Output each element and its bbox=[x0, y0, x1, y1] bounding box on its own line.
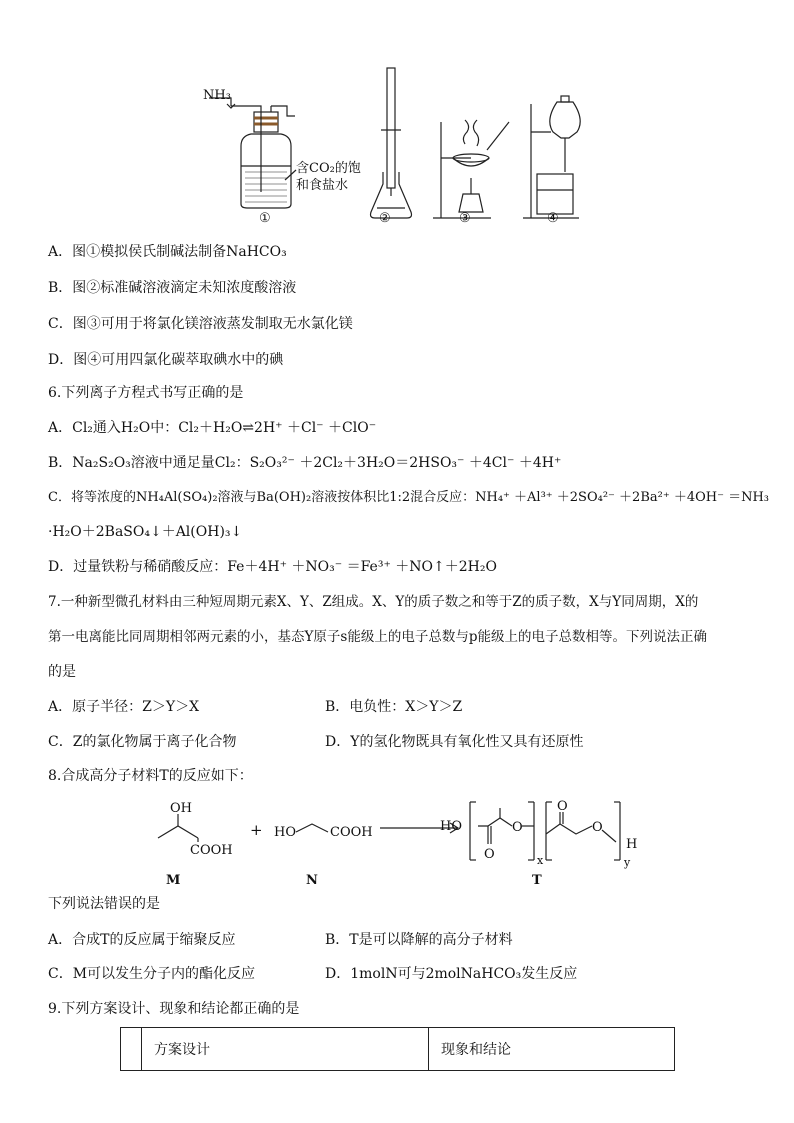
t-h: H bbox=[626, 837, 638, 852]
t-o1: O bbox=[512, 820, 523, 835]
q8-option-d: D．1molN可与2molNaHCO₃发生反应 bbox=[325, 966, 578, 982]
q9-stem: 9.下列方案设计、现象和结论都正确的是 bbox=[48, 1001, 300, 1017]
q5-option-b: B．图②标准碱溶液滴定未知浓度酸溶液 bbox=[48, 280, 297, 296]
separatory-funnel-setup bbox=[523, 96, 580, 218]
nh3-label: NH₃ bbox=[203, 88, 231, 103]
n-cooh: COOH bbox=[330, 825, 373, 840]
q6-option-d: D．过量铁粉与稀硝酸反应：Fe＋4H⁺ ＋NO₃⁻ ＝Fe³⁺ ＋NO↑＋2H₂O bbox=[48, 559, 497, 575]
q8-option-c: C．M可以发生分子内的酯化反应 bbox=[48, 966, 256, 982]
t-o-top: O bbox=[557, 800, 568, 814]
m-oh: OH bbox=[170, 801, 192, 816]
m-cooh: COOH bbox=[190, 843, 233, 858]
q8-stem: 8.合成高分子材料T的反应如下： bbox=[48, 768, 253, 784]
q8-option-b: B．T是可以降解的高分子材料 bbox=[325, 932, 513, 948]
q5-option-c: C．图③可用于将氯化镁溶液蒸发制取无水氯化镁 bbox=[48, 316, 353, 332]
solution-label-line1: 含CO₂的饱 bbox=[296, 161, 361, 176]
q6-option-a: A．Cl₂通入H₂O中：Cl₂＋H₂O⇌2H⁺ ＋Cl⁻ ＋ClO⁻ bbox=[48, 420, 377, 436]
q7-option-d: D．Y的氢化物既具有氧化性又具有还原性 bbox=[325, 734, 584, 750]
figure-label-2: ② bbox=[379, 211, 391, 226]
table-header-row bbox=[121, 1028, 675, 1071]
header-cell-result: 现象和结论 bbox=[429, 1028, 675, 1071]
t-o2: O bbox=[592, 820, 603, 835]
q6-stem: 6.下列离子方程式书写正确的是 bbox=[48, 385, 244, 401]
t-ho: HO bbox=[440, 819, 462, 834]
q7-option-a: A．原子半径：Z＞Y＞X bbox=[48, 699, 200, 715]
gas-washing-bottle bbox=[209, 98, 296, 208]
q9-table bbox=[120, 1027, 675, 1071]
q7-stem-line3: 的是 bbox=[48, 664, 76, 680]
q6-option-c-line2: ·H₂O＋2BaSO₄↓＋Al(OH)₃↓ bbox=[48, 524, 243, 540]
q5-option-a: A．图①模拟侯氏制碱法制备NaHCO₃ bbox=[48, 244, 287, 260]
figure-label-3: ③ bbox=[459, 211, 471, 226]
header-cell-plan: 方案设计 bbox=[142, 1028, 429, 1071]
t-o-bottom: O bbox=[484, 847, 495, 862]
figure-label-1: ① bbox=[259, 211, 271, 226]
m-label: M bbox=[166, 873, 181, 888]
q7-stem-line1: 7.一种新型微孔材料由三种短周期元素X、Y、Z组成。X、Y的质子数之和等于Z的质子数，X与Y同周期，X的 bbox=[48, 594, 699, 610]
reaction-scheme bbox=[140, 800, 660, 890]
t-label: T bbox=[532, 873, 542, 888]
t-x: x bbox=[537, 854, 544, 867]
q5-option-d: D．图④可用四氯化碳萃取碘水中的碘 bbox=[48, 352, 284, 368]
figure-label-4: ④ bbox=[547, 211, 559, 226]
titration-setup bbox=[371, 68, 412, 218]
n-ho: HO bbox=[274, 825, 296, 840]
solution-label-line2: 和食盐水 bbox=[296, 178, 349, 193]
plus-sign: + bbox=[250, 821, 263, 839]
n-label: N bbox=[306, 873, 318, 888]
q7-option-b: B．电负性：X＞Y＞Z bbox=[325, 699, 463, 715]
q8-followup: 下列说法错误的是 bbox=[48, 896, 160, 912]
q6-option-c-line1: C．将等浓度的NH₄Al(SO₄)₂溶液与Ba(OH)₂溶液按体积比1:2混合反应：NH₄⁺ ＋Al³⁺ ＋2SO₄²⁻ ＋2Ba²⁺ ＋4OH⁻ ＝NH₃ bbox=[48, 490, 770, 505]
header-cell-index bbox=[121, 1028, 142, 1071]
q6-option-b: B．Na₂S₂O₃溶液中通足量Cl₂：S₂O₃²⁻ ＋2Cl₂＋3H₂O＝2HSO₃⁻ ＋4Cl⁻ ＋4H⁺ bbox=[48, 455, 562, 471]
q7-stem-line2: 第一电离能比同周期相邻两元素的小，基态Y原子s能级上的电子总数与p能级上的电子总数相等。下列说法正确 bbox=[48, 629, 707, 645]
evaporation-setup bbox=[433, 120, 509, 218]
apparatus-figure bbox=[195, 62, 585, 227]
q8-option-a: A．合成T的反应属于缩聚反应 bbox=[48, 932, 236, 948]
t-y: y bbox=[624, 856, 631, 869]
q7-option-c: C．Z的氯化物属于离子化合物 bbox=[48, 734, 237, 750]
